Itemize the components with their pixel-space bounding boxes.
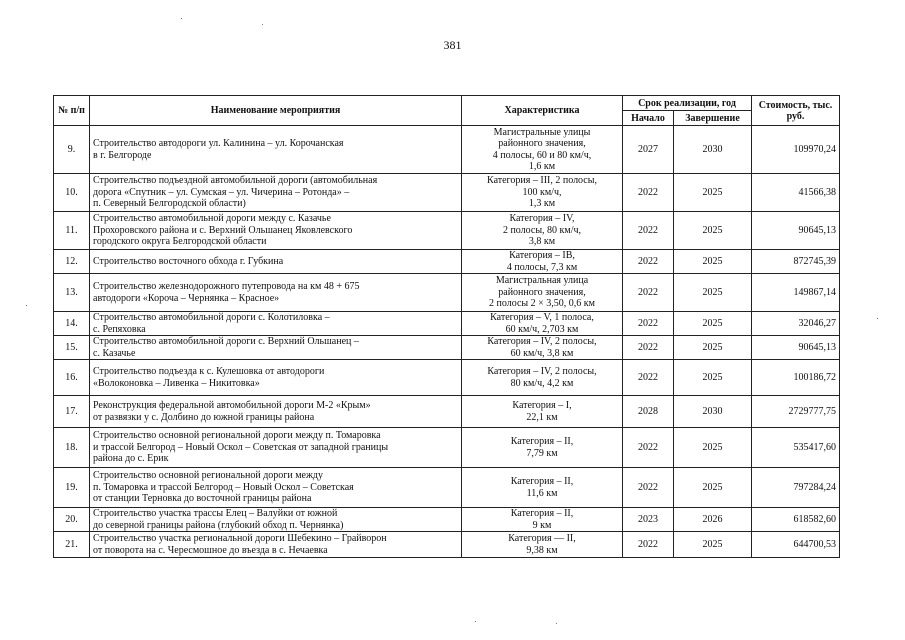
cell-end-year: 2030 <box>674 396 752 428</box>
cell-num: 20. <box>54 508 90 532</box>
cell-num: 11. <box>54 212 90 250</box>
cell-end-year: 2025 <box>674 212 752 250</box>
table-body <box>54 126 840 558</box>
table-row <box>54 250 840 274</box>
cell-characteristic: Магистральная улица районного значения, 2 полосы 2 × 3,50, 0,6 км <box>462 274 623 312</box>
table-row <box>54 174 840 212</box>
cell-name: Строительство участка трассы Елец – Валуйки от южной до северной границы района (глубокий обход п. Чернянка) <box>90 508 462 532</box>
cell-num: 16. <box>54 360 90 396</box>
cell-num: 10. <box>54 174 90 212</box>
cell-characteristic: Категория – IV, 2 полосы, 80 км/ч, 4,2 км <box>462 360 623 396</box>
cell-name: Строительство железнодорожного путепровода на км 48 + 675 автодороги «Короча – Чернянка – Красное» <box>90 274 462 312</box>
cell-end-year: 2030 <box>674 126 752 174</box>
page-number: 381 <box>443 38 462 52</box>
cell-end-year: 2025 <box>674 250 752 274</box>
roads-table <box>53 95 840 558</box>
table-row <box>54 336 840 360</box>
cell-start-year: 2022 <box>623 468 674 508</box>
cell-end-year: 2025 <box>674 532 752 558</box>
header-name: Наименование мероприятия <box>90 96 462 126</box>
cell-end-year: 2025 <box>674 336 752 360</box>
cell-start-year: 2022 <box>623 312 674 336</box>
cell-characteristic: Категория – II, 11,6 км <box>462 468 623 508</box>
cell-num: 17. <box>54 396 90 428</box>
table-row <box>54 428 840 468</box>
header-num: № п/п <box>54 96 90 126</box>
header-characteristic: Характеристика <box>462 96 623 126</box>
cell-cost: 41566,38 <box>752 174 840 212</box>
cell-cost: 149867,14 <box>752 274 840 312</box>
header-start: Начало <box>623 111 674 126</box>
cell-end-year: 2025 <box>674 174 752 212</box>
cell-num: 13. <box>54 274 90 312</box>
cell-characteristic: Магистральные улицы районного значения, 4 полосы, 60 и 80 км/ч, 1,6 км <box>462 126 623 174</box>
table-row <box>54 396 840 428</box>
cell-start-year: 2022 <box>623 174 674 212</box>
cell-end-year: 2025 <box>674 428 752 468</box>
scan-speck <box>475 621 476 622</box>
cell-cost: 90645,13 <box>752 336 840 360</box>
cell-name: Строительство автомобильной дороги с. Колотиловка – с. Репяховка <box>90 312 462 336</box>
cell-end-year: 2025 <box>674 468 752 508</box>
cell-num: 15. <box>54 336 90 360</box>
cell-name: Строительство подъездной автомобильной дороги (автомобильная дорога «Спутник – ул. Сумская – ул. Чичерина – Ротонда» – п. Северный Белгородской области) <box>90 174 462 212</box>
table-row <box>54 312 840 336</box>
cell-cost: 90645,13 <box>752 212 840 250</box>
table-row <box>54 126 840 174</box>
cell-characteristic: Категория – III, 2 полосы, 100 км/ч, 1,3 км <box>462 174 623 212</box>
table-row <box>54 274 840 312</box>
cell-name: Строительство автодороги ул. Калинина – ул. Корочанская в г. Белгороде <box>90 126 462 174</box>
cell-characteristic: Категория – IV, 2 полосы, 60 км/ч, 3,8 км <box>462 336 623 360</box>
cell-name: Реконструкция федеральной автомобильной дороги М-2 «Крым» от развязки у с. Долбино до южной границы района <box>90 396 462 428</box>
table-row <box>54 532 840 558</box>
cell-end-year: 2025 <box>674 360 752 396</box>
scan-speck <box>26 305 27 306</box>
cell-cost: 618582,60 <box>752 508 840 532</box>
cell-characteristic: Категория – IB, 4 полосы, 7,3 км <box>462 250 623 274</box>
cell-end-year: 2025 <box>674 312 752 336</box>
cell-start-year: 2022 <box>623 274 674 312</box>
cell-cost: 797284,24 <box>752 468 840 508</box>
cell-end-year: 2026 <box>674 508 752 532</box>
scan-speck <box>877 318 878 319</box>
cell-num: 21. <box>54 532 90 558</box>
cell-cost: 872745,39 <box>752 250 840 274</box>
scan-speck <box>262 24 263 25</box>
cell-cost: 2729777,75 <box>752 396 840 428</box>
scan-speck <box>556 623 557 624</box>
scan-speck <box>181 18 182 19</box>
table-row <box>54 468 840 508</box>
cell-characteristic: Категория — II, 9,38 км <box>462 532 623 558</box>
cell-start-year: 2022 <box>623 428 674 468</box>
cell-start-year: 2023 <box>623 508 674 532</box>
cell-cost: 32046,27 <box>752 312 840 336</box>
header-end: Завершение <box>674 111 752 126</box>
cell-start-year: 2028 <box>623 396 674 428</box>
cell-name: Строительство автомобильной дороги с. Верхний Ольшанец – с. Казачье <box>90 336 462 360</box>
cell-name: Строительство автомобильной дороги между с. Казачье Прохоровского района и с. Верхний Ольшанец Яковлевского городского округа Белгородской области <box>90 212 462 250</box>
cell-characteristic: Категория – V, 1 полоса, 60 км/ч, 2,703 км <box>462 312 623 336</box>
header-cost: Стоимость, тыс. руб. <box>752 96 840 126</box>
cell-cost: 535417,60 <box>752 428 840 468</box>
cell-end-year: 2025 <box>674 274 752 312</box>
cell-num: 14. <box>54 312 90 336</box>
cell-start-year: 2022 <box>623 250 674 274</box>
table-row <box>54 360 840 396</box>
cell-name: Строительство основной региональной дороги между п. Томаровка и трассой Белгород – Новый Оскол – Советская от западной границы района до с. Ерик <box>90 428 462 468</box>
cell-start-year: 2022 <box>623 212 674 250</box>
cell-characteristic: Категория – II, 9 км <box>462 508 623 532</box>
cell-name: Строительство подъезда к с. Кулешовка от автодороги «Волоконовка – Ливенка – Никитовка» <box>90 360 462 396</box>
cell-characteristic: Категория – II, 7,79 км <box>462 428 623 468</box>
cell-characteristic: Категория – I, 22,1 км <box>462 396 623 428</box>
cell-start-year: 2022 <box>623 532 674 558</box>
cell-num: 12. <box>54 250 90 274</box>
cell-cost: 100186,72 <box>752 360 840 396</box>
cell-num: 18. <box>54 428 90 468</box>
cell-start-year: 2022 <box>623 336 674 360</box>
cell-num: 9. <box>54 126 90 174</box>
table-row <box>54 508 840 532</box>
cell-name: Строительство восточного обхода г. Губкина <box>90 250 462 274</box>
cell-name: Строительство основной региональной дороги между п. Томаровка и трассой Белгород – Новый Оскол – Советская от станции Терновка до восточной границы района <box>90 468 462 508</box>
cell-start-year: 2027 <box>623 126 674 174</box>
table-header <box>54 96 840 126</box>
cell-num: 19. <box>54 468 90 508</box>
table-row <box>54 212 840 250</box>
cell-cost: 109970,24 <box>752 126 840 174</box>
cell-cost: 644700,53 <box>752 532 840 558</box>
cell-characteristic: Категория – IV, 2 полосы, 80 км/ч, 3,8 км <box>462 212 623 250</box>
header-period: Срок реализации, год <box>623 96 752 111</box>
cell-name: Строительство участка региональной дороги Шебекино – Грайворон от поворота на с. Чересмошное до въезда в с. Нечаевка <box>90 532 462 558</box>
cell-start-year: 2022 <box>623 360 674 396</box>
